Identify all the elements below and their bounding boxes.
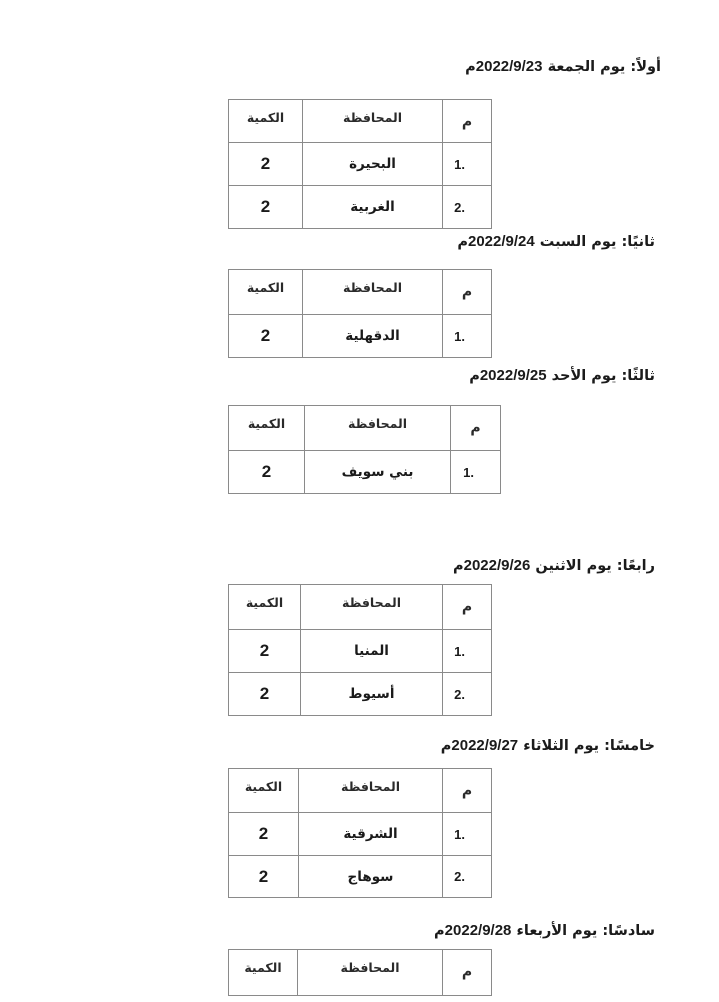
table-row [229,630,492,673]
section-date: 2022/9/26 [463,557,531,574]
row-quantity: 2 [229,813,299,856]
row-governorate: سوهاج [299,856,443,898]
column-header-governorate: المحافظة [299,769,443,813]
table-header-row [229,950,492,996]
row-governorate: الشرقية [299,813,443,856]
column-header-index: م [443,769,492,813]
section-ordinal: رابعًا: [616,558,655,574]
section-date: 2022/9/28 [444,922,512,939]
table-row [229,315,492,358]
governorate-table-6 [228,949,492,996]
row-index: 2. [443,186,492,229]
row-index: 1. [443,813,492,856]
column-header-quantity: الكمية [229,100,303,143]
row-quantity: 2 [229,856,299,898]
column-header-governorate: المحافظة [301,585,443,630]
section-date-suffix: م [465,59,476,75]
governorate-table-2 [228,269,492,358]
section-date-suffix: م [457,234,468,250]
column-header-index: م [443,270,492,315]
table-row [229,143,492,186]
table-row [229,813,492,856]
section-date: 2022/9/25 [479,367,547,384]
column-header-index: م [443,585,492,630]
row-quantity: 2 [229,451,305,494]
column-header-governorate: المحافظة [298,950,443,996]
section-date: 2022/9/24 [467,233,535,250]
row-index: 1. [443,315,492,358]
row-index: 2. [443,856,492,898]
section-ordinal: ثالثًا: [621,368,655,384]
table-row [229,186,492,229]
table-header-row [229,270,492,315]
column-header-governorate: المحافظة [303,100,443,143]
row-governorate: بني سويف [305,451,451,494]
row-governorate: أسيوط [301,673,443,716]
row-index: 1. [451,451,501,494]
section-ordinal: خامسًا: [604,738,655,754]
section-date-suffix: م [469,368,480,384]
section-date-suffix: م [440,738,452,754]
row-quantity: 2 [229,630,301,673]
section-date-suffix: م [452,558,464,574]
section-day: يوم الاثنين [535,558,612,574]
section-date-suffix: م [434,923,445,939]
column-header-index: م [451,406,501,451]
section-day: يوم السبت [539,234,617,250]
column-header-index: م [443,100,492,143]
table-header-row [229,585,492,630]
row-quantity: 2 [229,186,303,229]
column-header-quantity: الكمية [229,769,299,813]
column-header-index: م [443,950,492,996]
section-day: يوم الأربعاء [516,923,598,939]
row-index: 1. [443,630,492,673]
row-quantity: 2 [229,673,301,716]
table-row [229,451,501,494]
row-governorate: البحيرة [303,143,443,186]
governorate-table-1 [228,99,492,229]
section-date: 2022/9/27 [451,737,519,754]
row-governorate: الدقهلية [303,315,443,358]
table-header-row [229,406,501,451]
row-governorate: المنيا [301,630,443,673]
column-header-quantity: الكمية [229,270,303,315]
governorate-table-3 [228,405,501,494]
section-date: 2022/9/23 [475,58,543,75]
column-header-governorate: المحافظة [303,270,443,315]
section-day: يوم الجمعة [547,59,626,75]
section-ordinal: سادسًا: [602,923,655,939]
row-index: 2. [443,673,492,716]
section-ordinal: ثانيًا: [621,234,655,250]
section-heading-3 [469,367,655,384]
row-index: 1. [443,143,492,186]
section-day: يوم الثلاثاء [523,738,600,754]
section-heading-6 [434,922,655,939]
column-header-quantity: الكمية [229,585,301,630]
governorate-table-5 [228,768,492,898]
row-quantity: 2 [229,315,303,358]
table-header-row [229,100,492,143]
section-heading-5 [441,737,655,754]
section-day: يوم الأحد [551,368,617,384]
section-heading-2 [457,233,655,250]
column-header-governorate: المحافظة [305,406,451,451]
column-header-quantity: الكمية [229,950,298,996]
section-heading-4 [453,557,655,574]
row-governorate: الغربية [303,186,443,229]
section-ordinal: أولاً: [630,59,661,75]
section-heading-1 [465,58,661,75]
table-row [229,673,492,716]
column-header-quantity: الكمية [229,406,305,451]
governorate-table-4 [228,584,492,716]
row-quantity: 2 [229,143,303,186]
table-row [229,856,492,898]
table-header-row [229,769,492,813]
